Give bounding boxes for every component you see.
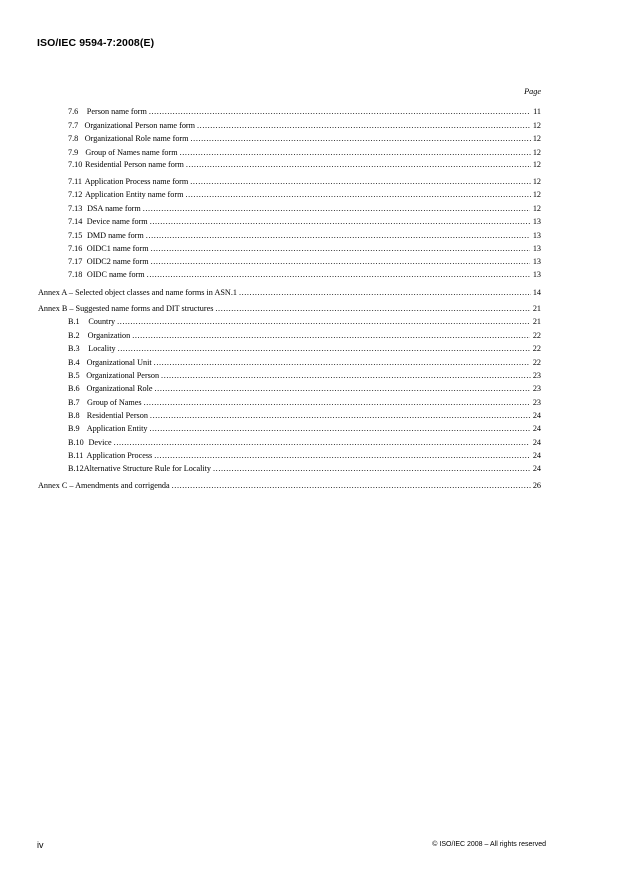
toc-entry[interactable] — [68, 133, 541, 145]
toc-entry-number: B.12 — [68, 464, 84, 473]
toc-entry-page: 12 — [532, 148, 541, 157]
toc-entry-number: 7.10 — [68, 160, 83, 169]
toc-entry-number: 7.11 — [68, 177, 83, 186]
toc-entry-title: Application Process name form — [84, 177, 189, 186]
toc-entry-title: Application Entity name form — [85, 190, 184, 199]
toc-dot-leader — [155, 383, 531, 395]
toc-entry-page: 26 — [532, 481, 541, 490]
toc-entry[interactable] — [68, 423, 541, 435]
toc-entry-page: 24 — [532, 464, 541, 473]
toc-entry-page: 22 — [532, 331, 541, 340]
toc-dot-leader — [147, 269, 531, 281]
toc-entry[interactable] — [68, 370, 541, 382]
toc-entry[interactable] — [68, 410, 541, 422]
toc-dot-leader — [190, 176, 531, 188]
toc-entry-page: 12 — [532, 177, 541, 186]
toc-entry-page: 12 — [532, 160, 541, 169]
toc-dot-leader — [161, 370, 530, 382]
toc-entry[interactable] — [68, 343, 541, 355]
toc-dot-leader — [143, 203, 530, 215]
toc-dot-leader — [180, 147, 531, 159]
toc-entry-page: 13 — [532, 244, 542, 253]
toc-entry-page: 14 — [532, 288, 541, 297]
toc-entry-page: 12 — [532, 134, 541, 143]
toc-dot-leader — [186, 159, 531, 171]
toc-entry-number: 7.17 — [68, 257, 83, 266]
toc-entry-page: 12 — [532, 204, 541, 213]
toc-entry-number: B.11 — [68, 451, 84, 460]
toc-entry-title: Device — [88, 438, 112, 447]
toc-dot-leader — [151, 256, 531, 268]
toc-entry-page: 22 — [532, 344, 541, 353]
toc-entry-number: B.5 — [68, 371, 80, 380]
toc-entry-number: B.2 — [68, 331, 80, 340]
toc-dot-leader — [132, 330, 530, 342]
toc-entry-number: 7.9 — [68, 148, 79, 157]
toc-annex-entry[interactable] — [38, 303, 541, 315]
toc-entry-page: 13 — [532, 231, 541, 240]
toc-entry-number: B.9 — [68, 424, 80, 433]
toc-entry[interactable] — [68, 189, 541, 201]
toc-entry-title: Person name form — [86, 107, 147, 116]
toc-entry[interactable] — [68, 120, 541, 132]
toc-entry-page: 13 — [532, 270, 541, 279]
toc-dot-leader — [149, 106, 530, 118]
toc-dot-leader — [151, 243, 531, 255]
toc-entry-title: Application Entity — [86, 424, 148, 433]
toc-entry-number: B.10 — [68, 438, 84, 447]
toc-entry[interactable] — [68, 437, 541, 449]
toc-entry-page: 21 — [532, 317, 541, 326]
toc-dot-leader — [213, 463, 531, 475]
toc-entry-title: Organizational Person name form — [84, 121, 196, 130]
toc-page-column-label: Page — [524, 87, 541, 96]
toc-entry[interactable] — [68, 159, 541, 171]
toc-entry-title: Locality — [88, 344, 116, 353]
toc-entry-title: OIDC2 name form — [86, 257, 149, 266]
toc-annex-entry[interactable] — [38, 287, 541, 299]
toc-entry-page: 23 — [532, 371, 541, 380]
toc-dot-leader — [197, 120, 531, 132]
toc-entry-number: 7.16 — [68, 244, 83, 253]
toc-entry-title: Organizational Unit — [86, 358, 152, 367]
toc-entry-number: 7.14 — [68, 217, 83, 226]
toc-entry[interactable] — [68, 316, 541, 328]
toc-entry-page: 24 — [532, 451, 541, 460]
toc-entry-page: 24 — [532, 438, 541, 447]
toc-entry-number: B.1 — [68, 317, 80, 326]
toc-entry[interactable] — [68, 106, 541, 118]
toc-dot-leader — [172, 480, 531, 492]
toc-entry-title: OIDC1 name form — [86, 244, 149, 253]
toc-entry-page: 24 — [532, 411, 542, 420]
toc-dot-leader — [185, 189, 530, 201]
toc-entry-title: Residential Person name form — [85, 160, 184, 169]
toc-entry-title: Device name form — [86, 217, 148, 226]
toc-entry[interactable] — [68, 147, 541, 159]
toc-entry-title: Alternative Structure Rule for Locality — [83, 464, 212, 473]
toc-entry-page: 23 — [532, 398, 541, 407]
toc-dot-leader — [118, 343, 530, 355]
toc-entry[interactable] — [68, 269, 541, 281]
toc-entry[interactable] — [68, 330, 541, 342]
toc-entry-number: 7.13 — [68, 204, 83, 213]
toc-entry[interactable] — [68, 463, 541, 475]
toc-annex-entry[interactable] — [38, 480, 541, 492]
toc-dot-leader — [191, 133, 531, 145]
toc-entry-number: B.8 — [68, 411, 80, 420]
toc-dot-leader — [154, 357, 531, 369]
toc-entry-number: B.6 — [68, 384, 80, 393]
toc-entry-page: 12 — [532, 121, 541, 130]
toc-entry-title: Annex A – Selected object classes and name forms in ASN.1 — [38, 288, 237, 297]
toc-entry-number: B.4 — [68, 358, 80, 367]
footer-page-number: iv — [37, 840, 44, 850]
toc-entry-page: 11 — [533, 107, 541, 116]
toc-entry[interactable] — [68, 357, 541, 369]
toc-dot-leader — [150, 216, 531, 228]
toc-entry-title: DSA name form — [87, 204, 141, 213]
toc-entry[interactable] — [68, 256, 541, 268]
toc-entry-title: Annex C – Amendments and corrigenda — [38, 481, 170, 490]
document-header-title: ISO/IEC 9594-7:2008(E) — [37, 37, 155, 49]
toc-entry-number: 7.8 — [68, 134, 79, 143]
footer-copyright: © ISO/IEC 2008 – All rights reserved — [432, 841, 546, 848]
toc-entry-title: Annex B – Suggested name forms and DIT structures — [38, 304, 214, 313]
toc-entry-title: OIDC name form — [86, 270, 145, 279]
toc-entry-title: Organization — [87, 331, 131, 340]
toc-entry-title: Group of Names — [87, 398, 142, 407]
toc-entry-number: 7.15 — [68, 231, 83, 240]
toc-dot-leader — [150, 410, 530, 422]
toc-entry-page: 21 — [532, 304, 541, 313]
toc-entry-title: DMD name form — [86, 231, 144, 240]
toc-entry-title: Organizational Role — [86, 384, 153, 393]
toc-entry-page: 22 — [532, 358, 541, 367]
toc-dot-leader — [114, 437, 530, 449]
toc-dot-leader — [215, 303, 530, 315]
toc-entry-title: Application Process — [86, 451, 153, 460]
toc-entry-number: 7.6 — [68, 107, 79, 116]
toc-dot-leader — [154, 450, 530, 462]
toc-entry[interactable] — [68, 397, 541, 409]
toc-entry-number: 7.7 — [68, 121, 79, 130]
toc-entry-title: Group of Names name form — [85, 148, 178, 157]
toc-entry[interactable] — [68, 176, 541, 188]
toc-dot-leader — [239, 287, 531, 299]
toc-dot-leader — [149, 423, 530, 435]
toc-entry[interactable] — [68, 230, 541, 242]
toc-entry-page: 13 — [532, 257, 542, 266]
toc-dot-leader — [146, 230, 530, 242]
toc-entry-title: Country — [88, 317, 116, 326]
toc-entry-title: Residential Person — [86, 411, 148, 420]
toc-entry-page: 13 — [532, 217, 541, 226]
toc-entry[interactable] — [68, 216, 541, 228]
toc-entry-number: B.3 — [68, 344, 80, 353]
toc-entry-number: B.7 — [68, 398, 80, 407]
toc-entry-title: Organizational Person — [86, 371, 160, 380]
toc-dot-leader — [144, 397, 530, 409]
toc-entry-page: 12 — [532, 190, 541, 199]
toc-entry[interactable] — [68, 450, 541, 462]
toc-entry[interactable] — [68, 383, 541, 395]
toc-entry-page: 24 — [532, 424, 541, 433]
toc-entry[interactable] — [68, 243, 541, 255]
toc-entry-title: Organizational Role name form — [84, 134, 189, 143]
toc-entry-number: 7.18 — [68, 270, 83, 279]
toc-dot-leader — [117, 316, 529, 328]
toc-entry[interactable] — [68, 203, 541, 215]
toc-entry-page: 23 — [532, 384, 541, 393]
toc-entry-number: 7.12 — [68, 190, 83, 199]
